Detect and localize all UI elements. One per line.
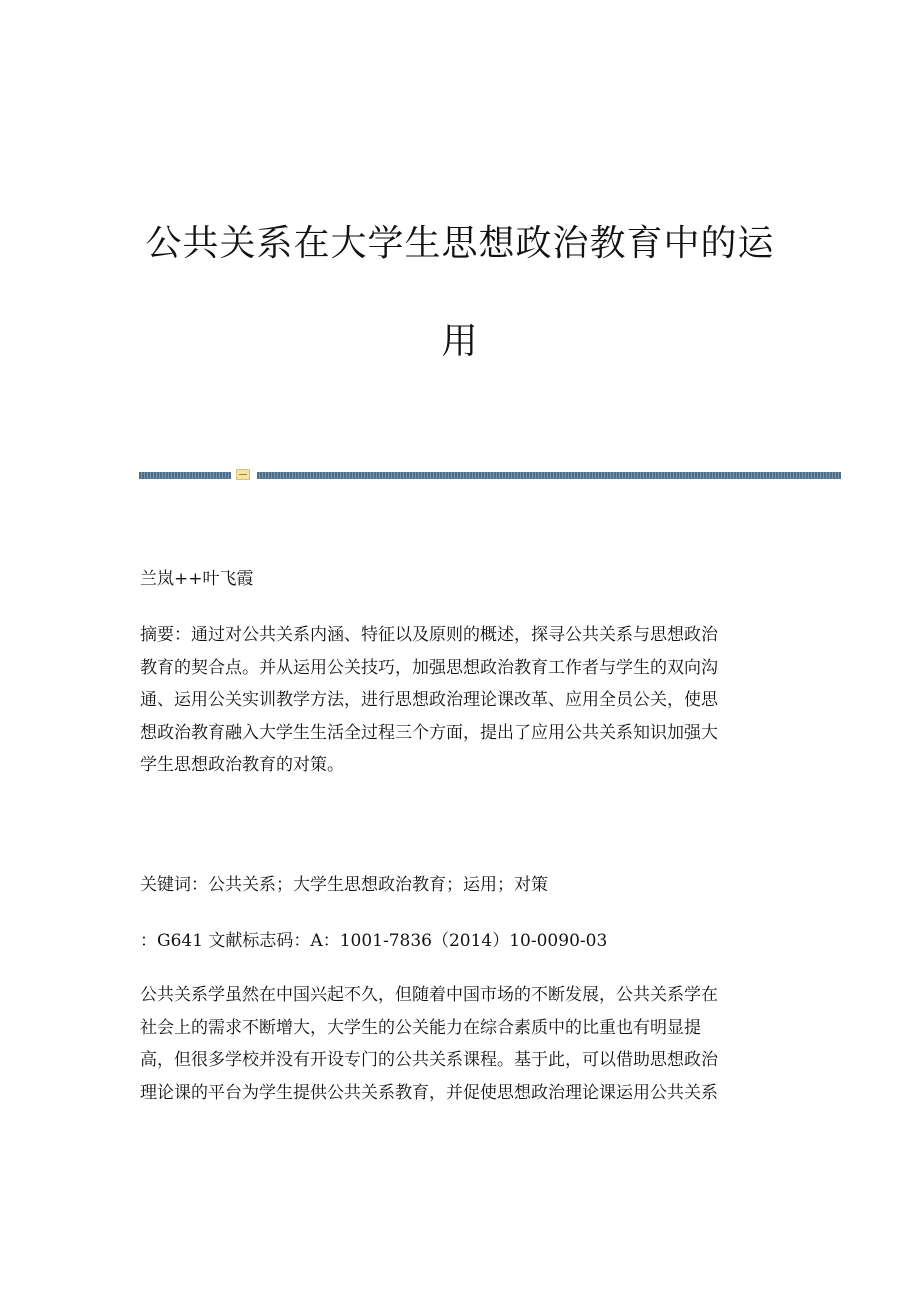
- divider-bar-left: [139, 472, 231, 479]
- document-title-line-1: 公共关系在大学生思想政治教育中的运: [145, 223, 775, 264]
- abstract-line: 教育的契合点。并从运用公关技巧，加强思想政治教育工作者与学生的双向沟: [140, 657, 718, 678]
- body-line: 社会上的需求不断增大，大学生的公关能力在综合素质中的比重也有明显提: [140, 1017, 701, 1038]
- document-title-line-2: 用: [441, 321, 479, 362]
- body-line: 高，但很多学校并没有开设专门的公共关系课程。基于此，可以借助思想政治: [140, 1050, 718, 1070]
- authors: 兰岚++叶飞霞: [140, 569, 254, 589]
- title-divider: [139, 468, 841, 482]
- abstract-line: 学生思想政治教育的对策。: [140, 755, 344, 775]
- divider-ornament-icon: [236, 469, 250, 480]
- body-line: 理论课的平台为学生提供公共关系教育，并促使思想政治理论课运用公共关系: [140, 1082, 718, 1103]
- abstract-line: 通、运用公关实训教学方法，进行思想政治理论课改革、应用全员公关，使思: [140, 690, 718, 710]
- abstract-line: 摘要：通过对公共关系内涵、特征以及原则的概述，探寻公共关系与思想政治: [140, 625, 718, 645]
- divider-bar-right: [257, 472, 841, 479]
- classification-codes: ：G641 文献标志码：A：1001-7836（2014）10-0090-03: [140, 931, 608, 951]
- keywords: 关键词：公共关系；大学生思想政治教育；运用；对策: [140, 875, 548, 895]
- abstract: [140, 619, 780, 782]
- body-line: 公共关系学虽然在中国兴起不久，但随着中国市场的不断发展，公共关系学在: [140, 985, 718, 1005]
- abstract-line: 想政治教育融入大学生生活全过程三个方面，提出了应用公共关系知识加强大: [140, 722, 718, 743]
- body-paragraph: [140, 979, 780, 1109]
